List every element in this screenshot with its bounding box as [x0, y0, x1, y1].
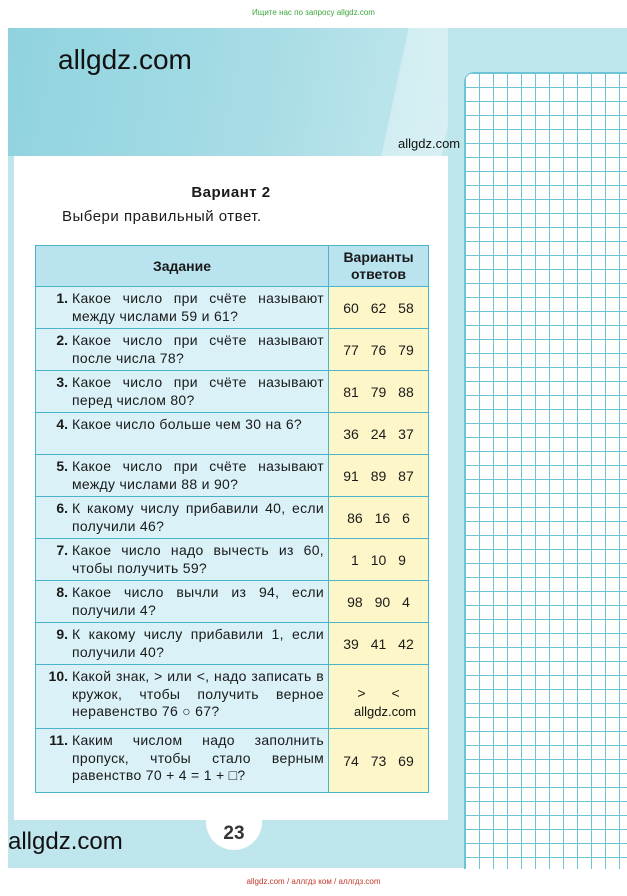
- task-text: К какому числу прибавили 40, если получили 46?: [72, 500, 324, 534]
- answer-options: 91 89 87: [329, 455, 429, 497]
- task-number: 3.: [56, 374, 68, 390]
- table-row: [36, 729, 429, 793]
- answer-options: 74 73 69: [329, 729, 429, 793]
- task-text: Какое число при счёте называют между числами 88 и 90?: [72, 458, 324, 492]
- watermark-small: allgdz.com: [398, 136, 461, 151]
- task-number: 5.: [56, 458, 68, 474]
- page-number: 23: [206, 818, 262, 850]
- task-number: 10.: [48, 668, 68, 684]
- task-number: 4.: [56, 416, 68, 432]
- variant-title: Вариант 2: [191, 184, 271, 201]
- answer-options: > <: [329, 665, 429, 729]
- task-text: Какое число больше чем 30 на 6?: [72, 416, 303, 432]
- task-number: 2.: [56, 332, 68, 348]
- top-hint: Ищите нас по запросу allgdz.com: [252, 8, 375, 17]
- task-number: 7.: [56, 542, 68, 558]
- task-number: 8.: [56, 584, 68, 600]
- watermark-bottom: allgdz.com: [8, 828, 123, 855]
- table-row: [36, 623, 429, 665]
- answer-options: 77 76 79: [329, 329, 429, 371]
- task-text: Какое число вычли из 94, если получили 4?: [72, 584, 324, 618]
- answer-options: 98 90 4: [329, 581, 429, 623]
- table-row: [36, 455, 429, 497]
- watermark-table: allgdz.com: [354, 704, 417, 719]
- table-row: [36, 287, 429, 329]
- table-row: [36, 581, 429, 623]
- task-text: Какое число при счёте называют между числами 59 и 61?: [72, 290, 324, 324]
- answer-options: 81 79 88: [329, 371, 429, 413]
- squared-paper-grid: [464, 72, 627, 869]
- table-row: [36, 371, 429, 413]
- column-header-task: Задание: [36, 246, 329, 287]
- task-text: К какому числу прибавили 1, если получили 40?: [72, 626, 324, 660]
- table-row: [36, 497, 429, 539]
- watermark-large: allgdz.com: [58, 44, 192, 75]
- task-text: Какое число надо вычесть из 60, чтобы получить 59?: [72, 542, 324, 576]
- answer-options: 60 62 58: [329, 287, 429, 329]
- table-row: [36, 539, 429, 581]
- task-text: Каким числом надо заполнить пропуск, чтобы стало верным равенство 70 + 4 = 1 + □?: [72, 732, 324, 783]
- task-number: 1.: [56, 290, 68, 306]
- task-text: Какое число при счёте называют после числа 78?: [72, 332, 324, 366]
- task-number: 11.: [49, 732, 68, 748]
- answer-options: 36 24 37: [329, 413, 429, 455]
- task-text: Какой знак, > или <, надо записать в кружок, чтобы получить верное неравенство 76 ○ 67?: [72, 668, 324, 719]
- instruction-text: Выбери правильный ответ.: [62, 208, 262, 225]
- footer-links: allgdz.com / аллгдз ком / аллгдз.com: [246, 877, 381, 886]
- column-header-answers: Варианты ответов: [329, 246, 429, 287]
- table-row: [36, 329, 429, 371]
- answer-options: 86 16 6: [329, 497, 429, 539]
- answer-options: 39 41 42: [329, 623, 429, 665]
- table-row: [36, 413, 429, 455]
- task-text: Какое число при счёте называют перед числом 80?: [72, 374, 324, 408]
- page-left-strip: [8, 156, 14, 868]
- answer-options: 1 10 9: [329, 539, 429, 581]
- task-number: 9.: [56, 626, 68, 642]
- task-number: 6.: [56, 500, 68, 516]
